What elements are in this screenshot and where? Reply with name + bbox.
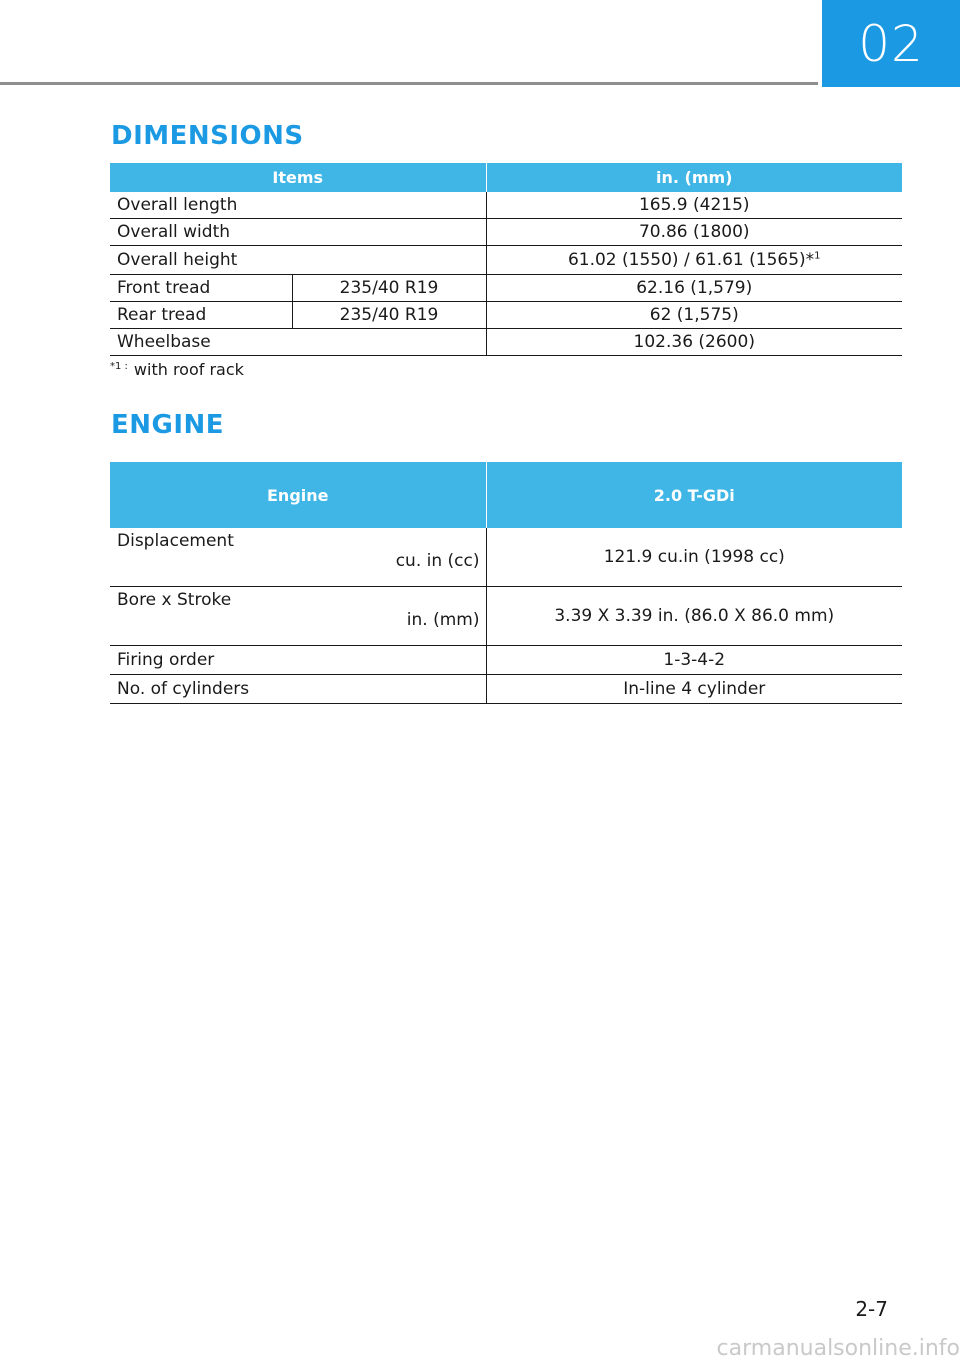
value-cell: 1-3-4-2	[486, 646, 902, 675]
dimensions-table	[110, 163, 902, 356]
table-row	[110, 329, 902, 356]
engine-table	[110, 462, 902, 704]
footnote	[110, 360, 244, 379]
value-superscript: 1	[814, 250, 821, 262]
value-cell: In-line 4 cylinder	[486, 675, 902, 704]
item-label: Displacement	[117, 531, 234, 551]
table-header-cell: Items	[110, 163, 486, 192]
value-text: 61.02 (1550) / 61.61 (1565)*	[567, 250, 815, 270]
item-cell: Rear tread	[110, 302, 292, 329]
table-row	[110, 528, 902, 587]
table-header-row	[110, 163, 902, 192]
table-header-row	[110, 462, 902, 528]
page-number: 2-7	[855, 1297, 888, 1321]
tire-cell: 235/40 R19	[292, 302, 486, 329]
value-cell: 102.36 (2600)	[486, 329, 902, 356]
value-cell: 62 (1,575)	[486, 302, 902, 329]
dimensions-title: DIMENSIONS	[111, 121, 304, 151]
item-cell: Overall length	[110, 192, 486, 219]
value-cell: 3.39 X 3.39 in. (86.0 X 86.0 mm)	[486, 587, 902, 646]
engine-title: ENGINE	[111, 410, 225, 440]
table-header-cell: 2.0 T-GDi	[486, 462, 902, 528]
table-row	[110, 302, 902, 329]
item-cell: No. of cylinders	[110, 675, 486, 704]
item-label: Bore x Stroke	[117, 590, 232, 610]
item-cell	[110, 587, 486, 646]
table-header-cell: in. (mm)	[486, 163, 902, 192]
tire-cell: 235/40 R19	[292, 275, 486, 302]
table-row	[110, 246, 902, 275]
table-row	[110, 587, 902, 646]
table-row	[110, 675, 902, 704]
value-cell: 70.86 (1800)	[486, 219, 902, 246]
value-cell	[486, 246, 902, 275]
item-cell: Front tread	[110, 275, 292, 302]
table-row	[110, 219, 902, 246]
item-cell: Overall width	[110, 219, 486, 246]
item-cell: Overall height	[110, 246, 486, 275]
chapter-tab: 02	[822, 0, 960, 87]
table-row	[110, 646, 902, 675]
value-cell: 121.9 cu.in (1998 cc)	[486, 528, 902, 587]
value-cell: 62.16 (1,579)	[486, 275, 902, 302]
table-header-cell: Engine	[110, 462, 486, 528]
unit-label: cu. in (cc)	[395, 551, 480, 571]
item-cell: Firing order	[110, 646, 486, 675]
value-cell: 165.9 (4215)	[486, 192, 902, 219]
item-cell	[110, 528, 486, 587]
footnote-mark: *1 :	[110, 360, 128, 372]
header-rule	[0, 82, 818, 85]
table-row	[110, 192, 902, 219]
watermark: carmanualsonline.info	[716, 1336, 960, 1361]
footnote-text: with roof rack	[133, 360, 244, 379]
table-row	[110, 275, 902, 302]
item-cell: Wheelbase	[110, 329, 486, 356]
unit-label: in. (mm)	[406, 610, 480, 630]
